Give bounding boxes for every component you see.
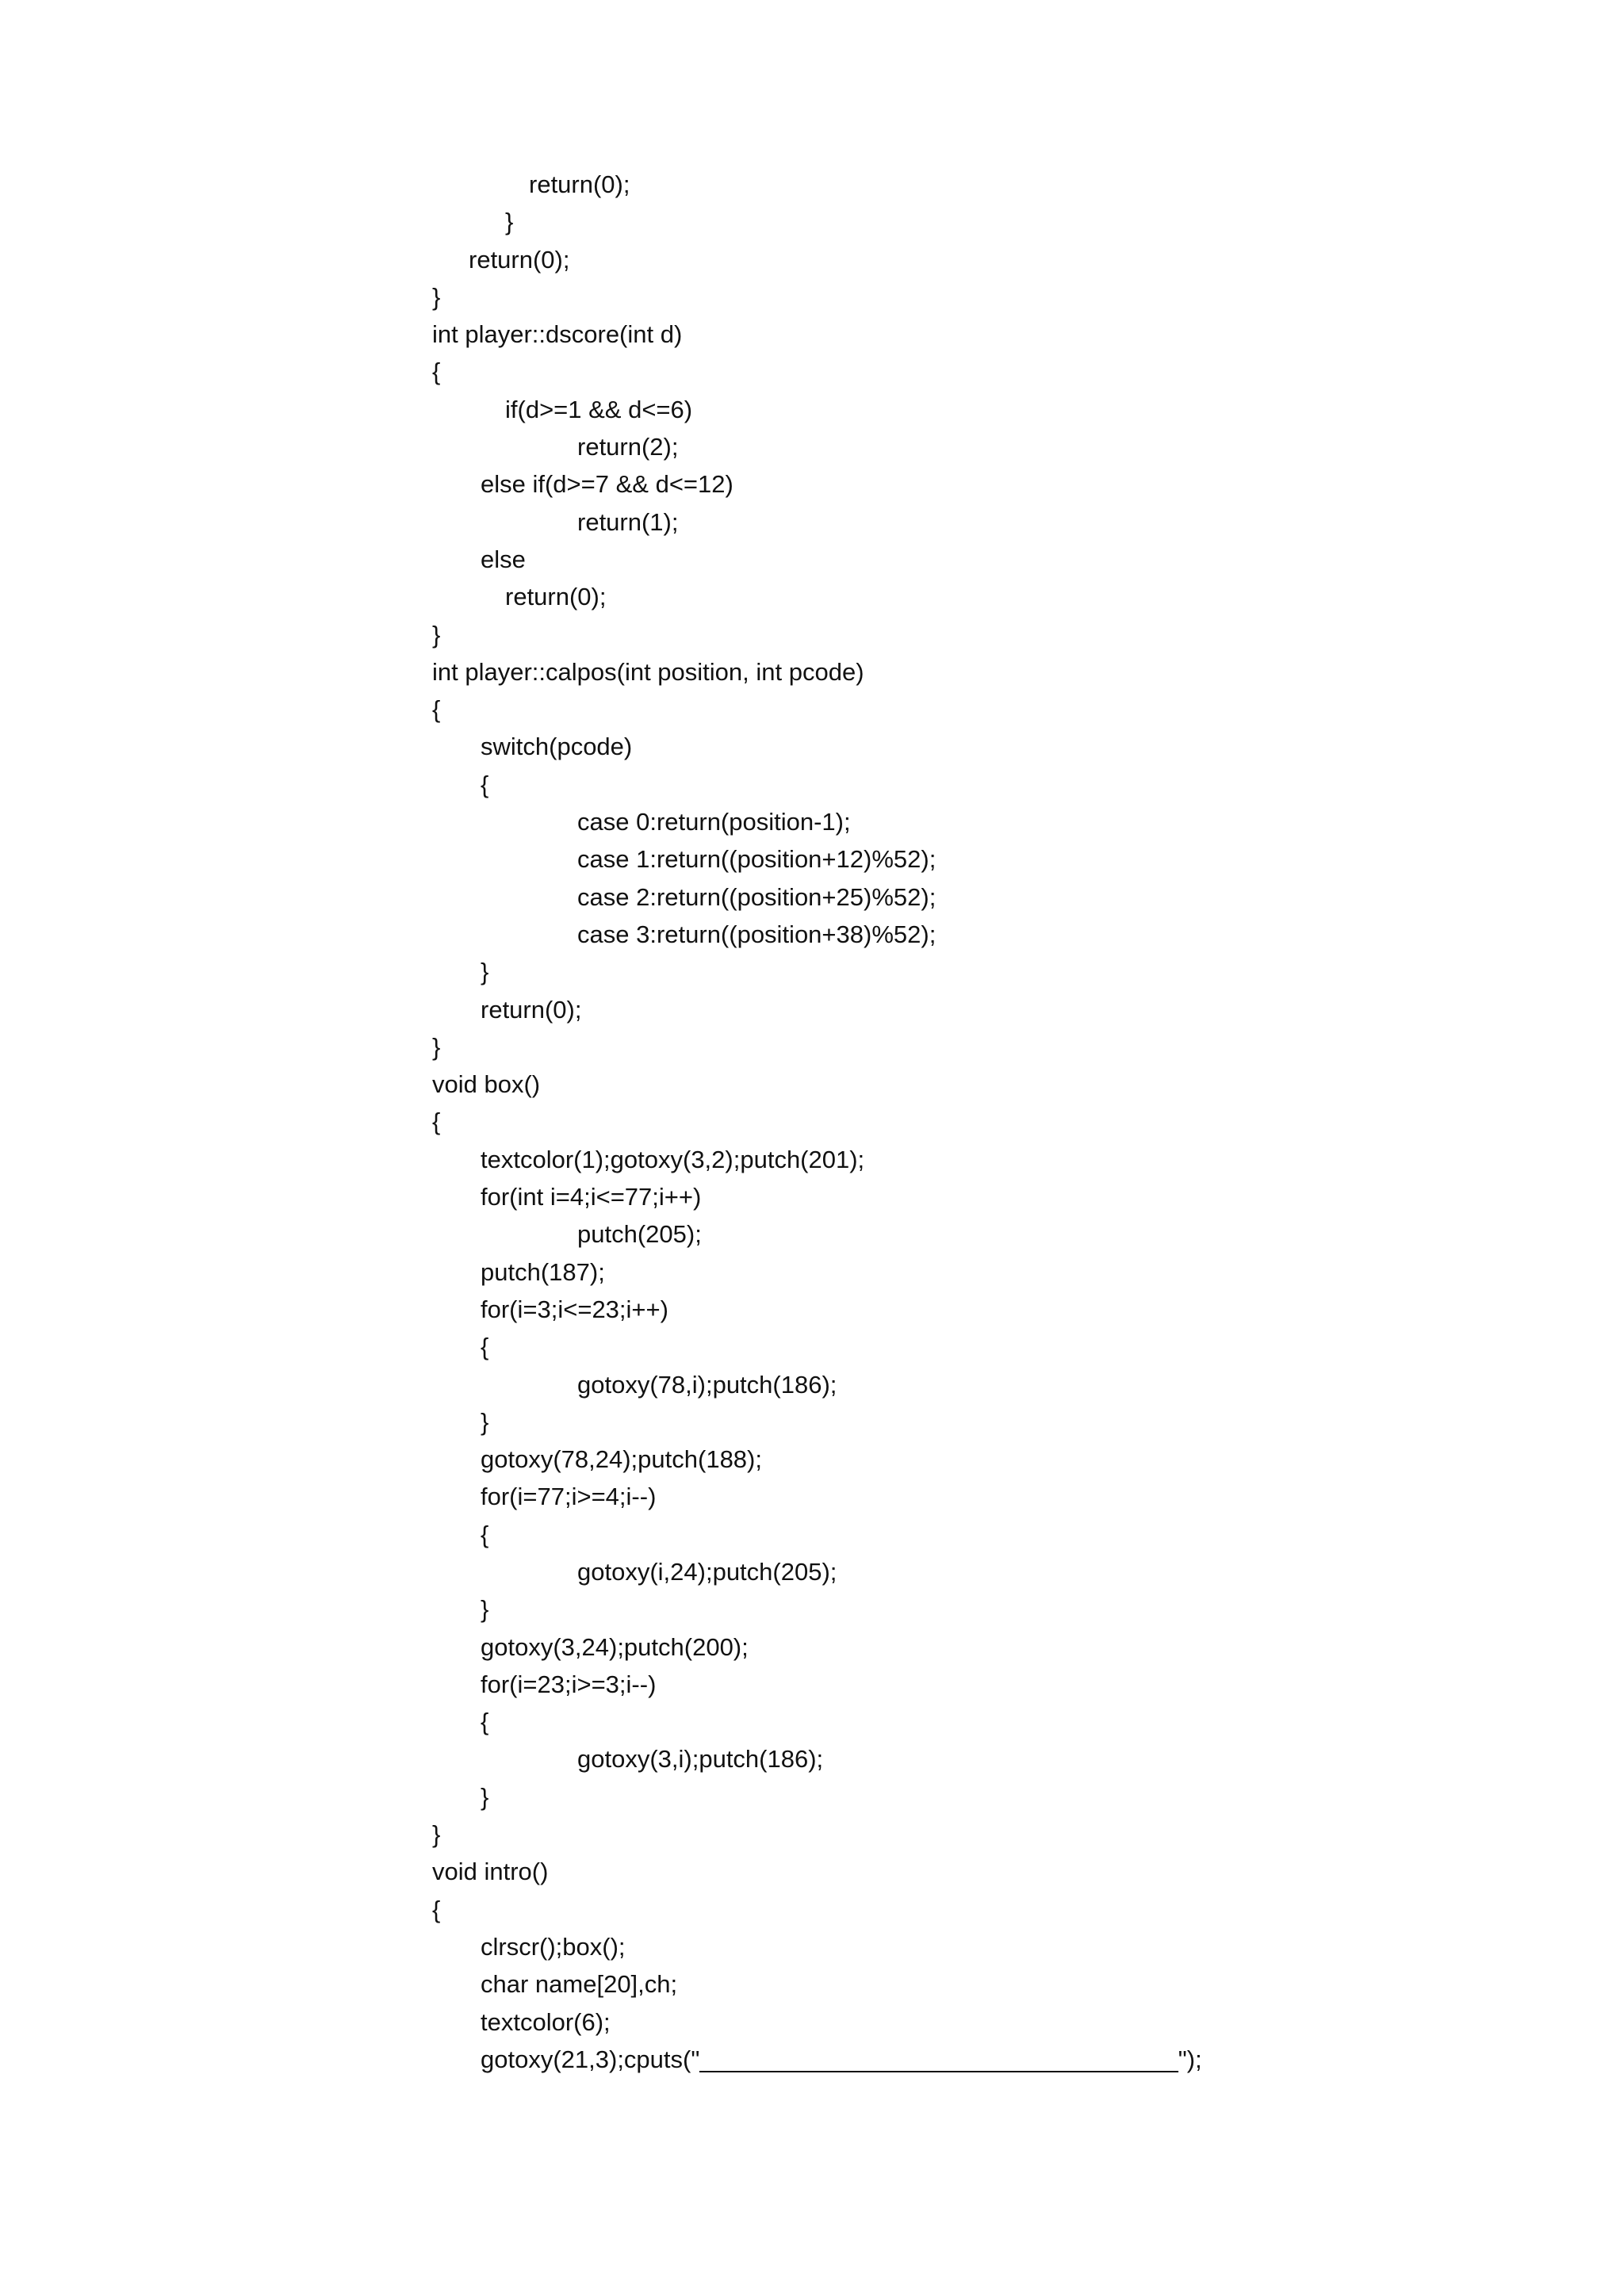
code-line-27: textcolor(1);gotoxy(3,2);putch(201); xyxy=(481,1145,865,1173)
code-line-2: } xyxy=(505,208,514,236)
code-line-43: gotoxy(3,i);putch(186); xyxy=(577,1745,824,1774)
code-line-30: putch(187); xyxy=(481,1257,605,1286)
code-line-45: } xyxy=(432,1820,441,1849)
code-line-10: return(1); xyxy=(577,507,679,536)
code-line-13: } xyxy=(432,620,441,649)
code-line-48: clrscr();box(); xyxy=(481,1932,626,1961)
code-line-18: case 0:return(position-1); xyxy=(577,808,851,836)
code-line-11: else xyxy=(481,545,526,573)
code-line-9: else if(d>=7 && d<=12) xyxy=(481,470,733,499)
code-line-25: void box() xyxy=(432,1070,541,1099)
code-line-3: return(0); xyxy=(469,245,570,274)
code-line-16: switch(pcode) xyxy=(481,733,633,761)
code-line-36: for(i=77;i>=4;i--) xyxy=(481,1483,657,1511)
code-line-5: int player::dscore(int d) xyxy=(432,320,683,349)
code-line-32: { xyxy=(481,1333,489,1361)
code-line-8: return(2); xyxy=(577,433,679,461)
code-line-1: return(0); xyxy=(529,170,630,198)
code-line-4: } xyxy=(432,282,441,311)
code-line-35: gotoxy(78,24);putch(188); xyxy=(481,1445,762,1474)
code-line-44: } xyxy=(481,1782,489,1811)
code-line-31: for(i=3;i<=23;i++) xyxy=(481,1295,668,1323)
code-line-50: textcolor(6); xyxy=(481,2007,611,2036)
code-line-46: void intro() xyxy=(432,1858,549,1886)
code-line-7: if(d>=1 && d<=6) xyxy=(505,395,693,423)
code-line-28: for(int i=4;i<=77;i++) xyxy=(481,1183,702,1211)
code-line-37: { xyxy=(481,1520,489,1548)
code-line-29: putch(205); xyxy=(577,1220,702,1249)
code-line-34: } xyxy=(481,1407,489,1436)
code-line-41: for(i=23;i>=3;i--) xyxy=(481,1670,657,1698)
code-line-49: char name[20],ch; xyxy=(481,1970,678,1999)
code-line-21: case 3:return((position+38)%52); xyxy=(577,920,936,948)
code-line-51: gotoxy(21,3);cputs("___________________________________"); xyxy=(481,2045,1202,2073)
code-line-26: { xyxy=(432,1108,441,1136)
code-line-20: case 2:return((position+25)%52); xyxy=(577,882,936,911)
code-line-15: { xyxy=(432,695,441,724)
code-line-19: case 1:return((position+12)%52); xyxy=(577,845,936,874)
code-line-17: { xyxy=(481,770,489,798)
code-line-33: gotoxy(78,i);putch(186); xyxy=(577,1370,837,1399)
code-line-6: { xyxy=(432,358,441,386)
code-line-42: { xyxy=(481,1708,489,1736)
code-line-22: } xyxy=(481,958,489,986)
code-line-12: return(0); xyxy=(505,583,607,611)
code-line-47: { xyxy=(432,1895,441,1923)
code-line-14: int player::calpos(int position, int pcode) xyxy=(432,657,864,686)
code-line-39: } xyxy=(481,1595,489,1624)
code-listing xyxy=(432,166,1590,2078)
code-line-40: gotoxy(3,24);putch(200); xyxy=(481,1632,749,1661)
code-line-24: } xyxy=(432,1032,441,1061)
code-line-23: return(0); xyxy=(481,995,582,1024)
code-line-38: gotoxy(i,24);putch(205); xyxy=(577,1557,837,1586)
